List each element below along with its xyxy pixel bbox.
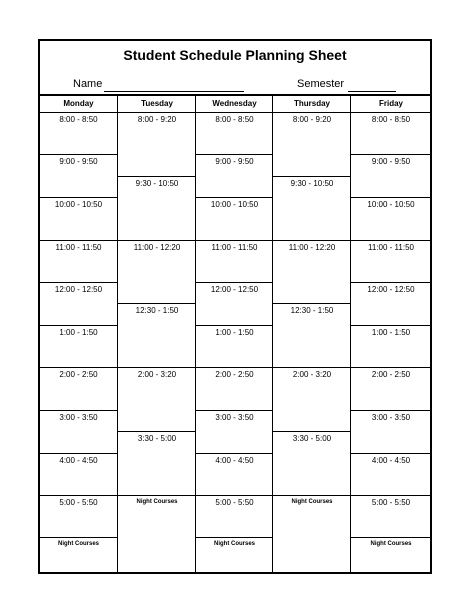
sheet-title: Student Schedule Planning Sheet (123, 47, 347, 63)
time-slot[interactable] (351, 198, 431, 241)
time-slot[interactable] (273, 241, 351, 304)
time-slot[interactable] (196, 454, 273, 496)
time-slot[interactable] (40, 368, 117, 411)
night-courses-slot[interactable] (118, 496, 196, 574)
night-courses-slot[interactable] (196, 538, 273, 574)
slot-label: 8:00 - 9:20 (137, 115, 177, 124)
slot-label: 9:30 - 10:50 (290, 179, 334, 188)
time-slot[interactable] (351, 368, 431, 411)
time-slot[interactable] (196, 326, 273, 368)
time-slot[interactable] (118, 432, 196, 496)
time-slot[interactable] (118, 368, 196, 432)
night-courses-slot[interactable] (40, 538, 117, 574)
time-slot[interactable] (118, 241, 196, 304)
time-slot[interactable] (351, 155, 431, 198)
slot-label: 3:00 - 3:50 (215, 413, 254, 422)
slot-label: Night Courses (370, 541, 412, 547)
column-friday (350, 96, 431, 574)
slot-label: 8:00 - 8:50 (215, 115, 254, 124)
time-slot[interactable] (40, 326, 117, 368)
time-slot[interactable] (40, 454, 117, 496)
time-slot[interactable] (273, 304, 351, 368)
time-slot[interactable] (40, 198, 117, 241)
slot-label: 5:00 - 5:50 (215, 498, 254, 507)
day-header: Tuesday (118, 96, 196, 113)
slot-label: 11:00 - 11:50 (368, 243, 414, 252)
slot-label: 8:00 - 9:20 (292, 115, 332, 124)
slot-label: Night Courses (291, 499, 333, 505)
slot-label: 3:00 - 3:50 (371, 413, 411, 422)
slot-label: 12:30 - 1:50 (135, 306, 179, 315)
column-tuesday (117, 96, 196, 574)
time-slot[interactable] (196, 411, 273, 454)
time-slot[interactable] (351, 454, 431, 496)
time-slot[interactable] (40, 283, 117, 326)
time-slot[interactable] (196, 283, 273, 326)
slot-label: 2:00 - 2:50 (371, 370, 411, 379)
slot-label: 5:00 - 5:50 (371, 498, 411, 507)
time-slot[interactable] (40, 411, 117, 454)
slot-label: Night Courses (213, 541, 255, 547)
schedule-grid (40, 94, 430, 574)
slot-label: 8:00 - 8:50 (371, 115, 411, 124)
schedule-sheet (38, 39, 432, 574)
slot-label: Night Courses (57, 541, 99, 547)
slot-label: 8:00 - 8:50 (59, 115, 98, 124)
day-header: Friday (351, 96, 431, 113)
night-courses-slot[interactable] (351, 538, 431, 574)
slot-label: 4:00 - 4:50 (215, 456, 254, 465)
slot-label: 12:30 - 1:50 (290, 306, 334, 315)
time-slot[interactable] (351, 496, 431, 538)
slot-label: 1:00 - 1:50 (59, 328, 98, 337)
column-wednesday (195, 96, 273, 574)
time-slot[interactable] (40, 496, 117, 538)
column-thursday (272, 96, 351, 574)
name-field[interactable] (104, 91, 244, 92)
slot-label: 12:00 - 12:50 (54, 285, 103, 294)
day-header: Monday (40, 96, 117, 113)
slot-label: 1:00 - 1:50 (371, 328, 411, 337)
slot-label: 3:30 - 5:00 (137, 434, 177, 443)
time-slot[interactable] (273, 368, 351, 432)
slot-label: 2:00 - 2:50 (59, 370, 98, 379)
day-header: Wednesday (196, 96, 273, 113)
slot-label: 2:00 - 3:20 (137, 370, 177, 379)
semester-label: Semester (297, 78, 345, 90)
slot-label: 9:00 - 9:50 (215, 157, 254, 166)
slot-label: 12:00 - 12:50 (367, 285, 415, 294)
time-slot[interactable] (196, 198, 273, 241)
time-slot[interactable] (196, 496, 273, 538)
time-slot[interactable] (196, 368, 273, 411)
column-monday (40, 96, 117, 574)
slot-label: Night Courses (136, 499, 178, 505)
semester-field[interactable] (348, 91, 396, 92)
time-slot[interactable] (273, 177, 351, 241)
time-slot[interactable] (351, 326, 431, 368)
time-slot[interactable] (40, 241, 117, 283)
time-slot[interactable] (40, 155, 117, 198)
slot-label: 4:00 - 4:50 (371, 456, 411, 465)
slot-label: 11:00 - 12:20 (133, 243, 181, 252)
time-slot[interactable] (351, 241, 431, 283)
slot-label: 11:00 - 11:50 (55, 243, 102, 252)
time-slot[interactable] (196, 113, 273, 155)
slot-label: 2:00 - 3:20 (292, 370, 332, 379)
time-slot[interactable] (196, 155, 273, 198)
slot-label: 9:00 - 9:50 (59, 157, 98, 166)
time-slot[interactable] (118, 113, 196, 177)
time-slot[interactable] (118, 304, 196, 368)
slot-label: 11:00 - 12:20 (288, 243, 336, 252)
time-slot[interactable] (351, 113, 431, 155)
slot-label: 4:00 - 4:50 (59, 456, 98, 465)
slot-label: 2:00 - 2:50 (215, 370, 254, 379)
slot-label: 10:00 - 10:50 (367, 200, 415, 209)
time-slot[interactable] (118, 177, 196, 241)
slot-label: 10:00 - 10:50 (54, 200, 103, 209)
time-slot[interactable] (40, 113, 117, 155)
slot-label: 11:00 - 11:50 (211, 243, 258, 252)
time-slot[interactable] (351, 283, 431, 326)
slot-label: 10:00 - 10:50 (210, 200, 259, 209)
slot-label: 3:30 - 5:00 (292, 434, 332, 443)
slot-label: 9:30 - 10:50 (135, 179, 179, 188)
time-slot[interactable] (273, 432, 351, 496)
time-slot[interactable] (273, 113, 351, 177)
night-courses-slot[interactable] (273, 496, 351, 574)
slot-label: 3:00 - 3:50 (59, 413, 98, 422)
time-slot[interactable] (196, 241, 273, 283)
day-header: Thursday (273, 96, 351, 113)
time-slot[interactable] (351, 411, 431, 454)
name-label: Name (73, 78, 103, 90)
slot-label: 1:00 - 1:50 (215, 328, 254, 337)
slot-label: 12:00 - 12:50 (210, 285, 259, 294)
slot-label: 5:00 - 5:50 (59, 498, 98, 507)
slot-label: 9:00 - 9:50 (371, 157, 411, 166)
